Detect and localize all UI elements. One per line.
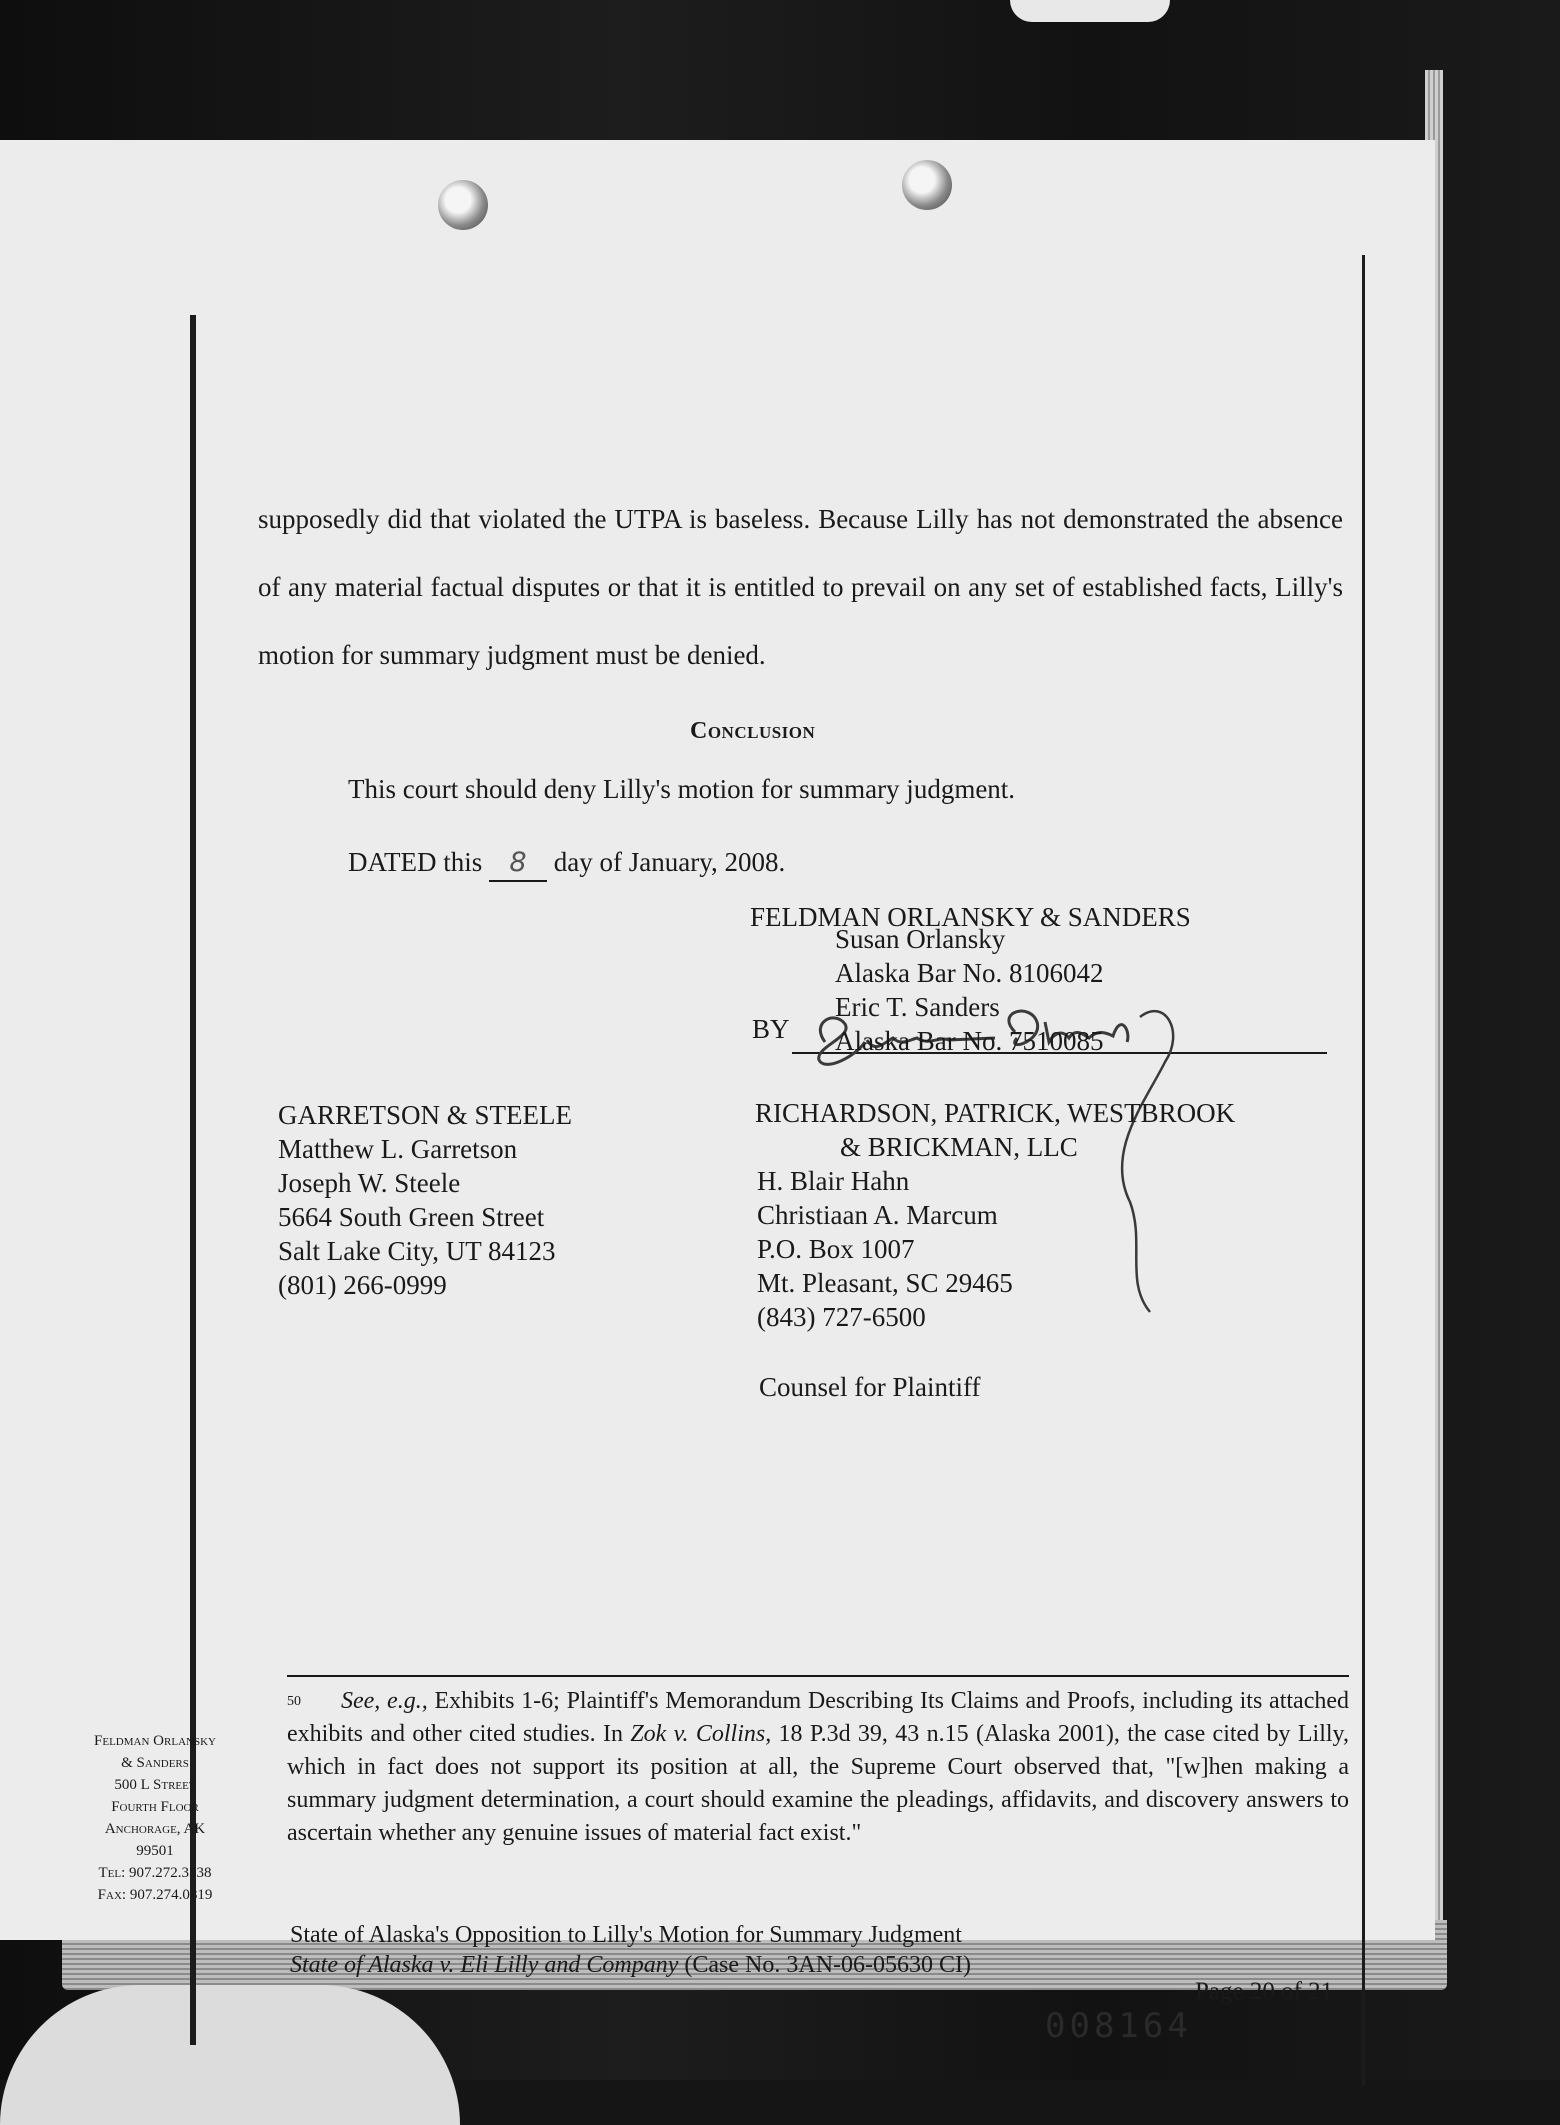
conclusion-text: This court should deny Lilly's motion for summary judgment. — [348, 774, 1016, 804]
sidebar-line: 99501 — [136, 1843, 174, 1859]
sidebar-line: Fax: 907.274.0819 — [97, 1887, 213, 1903]
caption-line-1: State of Alaska's Opposition to Lilly's Motion for Summary Judgment — [290, 1922, 962, 1948]
caption-line-2 — [290, 1950, 971, 1980]
counsel-line: P.O. Box 1007 — [757, 1234, 915, 1264]
background-object-top — [1010, 0, 1170, 22]
sidebar-line: Fourth Floor — [111, 1799, 199, 1815]
counsel-role: Counsel for Plaintiff — [759, 1372, 981, 1402]
counsel-line: Matthew L. Garretson — [278, 1134, 518, 1164]
counsel-line: & BRICKMAN, LLC — [840, 1132, 1078, 1162]
caption-case-name: State of Alaska v. Eli Lilly and Company — [290, 1952, 679, 1978]
section-heading: Conclusion — [690, 718, 816, 744]
by-label: BY — [752, 1014, 790, 1044]
sidebar-line: & Sanders — [121, 1755, 189, 1771]
signature-firm: FELDMAN ORLANSKY & SANDERS — [750, 902, 1191, 932]
dated-suffix: day of January, 2008. — [553, 847, 786, 877]
signatory-line: Alaska Bar No. 8106042 — [835, 958, 1104, 988]
dated-day: 8 — [489, 846, 547, 882]
dated-prefix: DATED this — [348, 847, 483, 877]
body-paragraph: supposedly did that violated the UTPA is baseless. Because Lilly has not demonstrated the absence of any material factual disputes or that it is entitled to prevail on any set of established facts, Lilly's motion for summary judgment must be denied. — [258, 504, 1343, 670]
footnote-signal: See, e.g., — [341, 1688, 428, 1714]
counsel-line: GARRETSON & STEELE — [278, 1100, 572, 1130]
sidebar-line: Anchorage, AK — [104, 1821, 206, 1837]
document-caption — [290, 1920, 971, 1980]
sidebar-line: 500 L Street — [114, 1777, 196, 1793]
counsel-line: Joseph W. Steele — [278, 1168, 461, 1198]
page-number: Page 20 of 21 — [1195, 1978, 1334, 2005]
counsel-line: Salt Lake City, UT 84123 — [278, 1236, 556, 1266]
counsel-line: (843) 727-6500 — [757, 1302, 926, 1332]
signatory-line: Alaska Bar No. 7510085 — [835, 1026, 1104, 1056]
counsel-line: Christiaan A. Marcum — [757, 1200, 998, 1230]
background-object-bottom — [0, 1985, 460, 2125]
footnote-number: 50 — [287, 1694, 301, 1709]
footnote — [287, 1685, 1349, 1850]
footnote-text-a: Exhibits 1-6; Plaintiff's Memorandum Describing Its Claims and Proofs, including its attached exhibits and other cited studies. In — [287, 1688, 1349, 1747]
signatory-line: Susan Orlansky — [835, 924, 1006, 954]
counsel-line: H. Blair Hahn — [757, 1166, 910, 1196]
counsel-line: Mt. Pleasant, SC 29465 — [757, 1268, 1013, 1298]
document-page — [0, 140, 1435, 2046]
footnote-case-name: Zok v. Collins, — [630, 1721, 772, 1747]
punch-hole-right — [902, 160, 952, 210]
footnote-text-b: 18 P.3d 39, 43 n.15 (Alaska 2001), the case cited by Lilly, which in fact does not support its position at all, the Supreme Court observed that, "[w]hen making a summary judgment determination, a court should examine the pleadings, affidavits, and discovery answers to ascertain whether any genuine issues of material fact exist." — [287, 1721, 1349, 1846]
counsel-line: RICHARDSON, PATRICK, WESTBROOK — [755, 1098, 1236, 1128]
dated-line — [348, 845, 785, 882]
punch-hole-left — [438, 180, 488, 230]
right-margin-rule — [1362, 255, 1365, 2085]
firm-sidebar — [65, 1730, 245, 1906]
signatory-line: Eric T. Sanders — [835, 992, 1000, 1022]
sidebar-line: Tel: 907.272.3538 — [98, 1865, 212, 1881]
bates-number: 008164 — [1045, 2006, 1192, 2046]
caption-case-number: (Case No. 3AN-06-05630 CI) — [678, 1952, 972, 1978]
counsel-line: 5664 South Green Street — [278, 1202, 545, 1232]
sidebar-line: Feldman Orlansky — [94, 1733, 216, 1749]
counsel-line: (801) 266-0999 — [278, 1270, 447, 1300]
footnote-rule — [287, 1675, 1349, 1677]
